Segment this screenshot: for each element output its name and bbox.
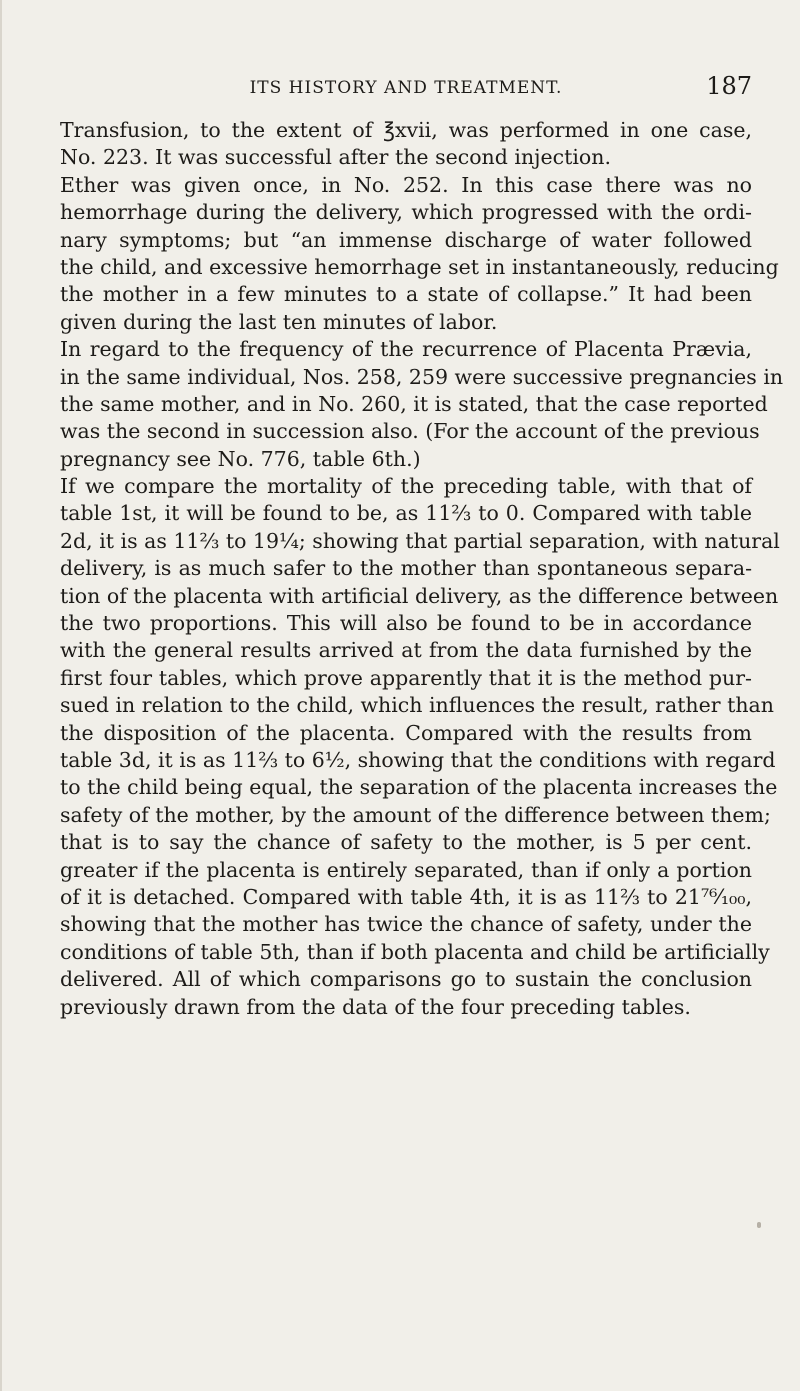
text-line: table 3d, it is as 11⅔ to 6½, showing that the conditions with regard bbox=[60, 747, 776, 772]
text-line: the child, and excessive hemorrhage set in instantaneously, reducing bbox=[60, 254, 779, 279]
text-line: first four tables, which prove apparently that it is the method pur- bbox=[60, 665, 752, 690]
text-line: If we compare the mortality of the preceding table, with that of bbox=[60, 474, 752, 499]
text-line: showing that the mother has twice the chance of safety, under the bbox=[60, 912, 752, 937]
text-line: nary symptoms; but “an immense discharge of water followed bbox=[60, 227, 752, 252]
text-line: in the same individual, Nos. 258, 259 were successive pregnancies in bbox=[60, 364, 784, 389]
body-text bbox=[60, 117, 784, 1021]
text-line: pregnancy see No. 776, table 6th.) bbox=[60, 446, 421, 471]
text-line: greater if the placenta is entirely separated, than if only a portion bbox=[60, 857, 752, 882]
text-line: In regard to the frequency of the recurrence of Placenta Prævia, bbox=[60, 337, 752, 362]
paper-speck bbox=[757, 1222, 761, 1228]
text-line: the two proportions. This will also be found to be in accordance bbox=[60, 611, 752, 636]
text-line: with the general results arrived at from the data furnished by the bbox=[60, 638, 752, 663]
text-line: the mother in a few minutes to a state of collapse.” It had been bbox=[60, 282, 752, 307]
text-line: delivered. All of which comparisons go to sustain the conclusion bbox=[60, 967, 752, 992]
text-line: safety of the mother, by the amount of the difference between them; bbox=[60, 802, 771, 827]
page-number: 187 bbox=[706, 72, 752, 100]
running-title: ITS HISTORY AND TREATMENT. bbox=[249, 78, 563, 98]
text-line: No. 223. It was successful after the second injection. bbox=[60, 145, 611, 170]
text-line: previously drawn from the data of the four preceding tables. bbox=[60, 994, 691, 1019]
text-line: conditions of table 5th, than if both placenta and child be artificially bbox=[60, 939, 770, 964]
page-edge bbox=[0, 0, 2, 1391]
text-line: sued in relation to the child, which influences the result, rather than bbox=[60, 693, 774, 718]
text-line: Transfusion, to the extent of ℥xvii, was performed in one case, bbox=[60, 118, 752, 142]
text-line: Ether was given once, in No. 252. In this case there was no bbox=[60, 172, 752, 197]
text-line: to the child being equal, the separation of the placenta increases the bbox=[60, 775, 778, 800]
text-line: that is to say the chance of safety to the mother, is 5 per cent. bbox=[60, 830, 752, 855]
text-line: given during the last ten minutes of labor. bbox=[60, 309, 498, 334]
text-line: the disposition of the placenta. Compared with the results from bbox=[60, 720, 752, 745]
text-line: hemorrhage during the delivery, which progressed with the ordi- bbox=[60, 200, 752, 225]
text-line: 2d, it is as 11⅔ to 19¼; showing that partial separation, with natural bbox=[60, 528, 780, 553]
text-line: the same mother, and in No. 260, it is stated, that the case reported bbox=[60, 391, 768, 416]
text-line: table 1st, it will be found to be, as 11⅔ to 0. Compared with table bbox=[60, 501, 752, 526]
text-line: tion of the placenta with artificial delivery, as the difference between bbox=[60, 583, 779, 608]
text-line: of it is detached. Compared with table 4th, it is as 11⅔ to 21⁷⁶⁄₁₀₀, bbox=[60, 884, 752, 909]
text-line: was the second in succession also. (For the account of the previous bbox=[60, 419, 760, 444]
text-line: delivery, is as much safer to the mother than spontaneous separa- bbox=[60, 556, 752, 581]
running-head bbox=[60, 72, 752, 100]
